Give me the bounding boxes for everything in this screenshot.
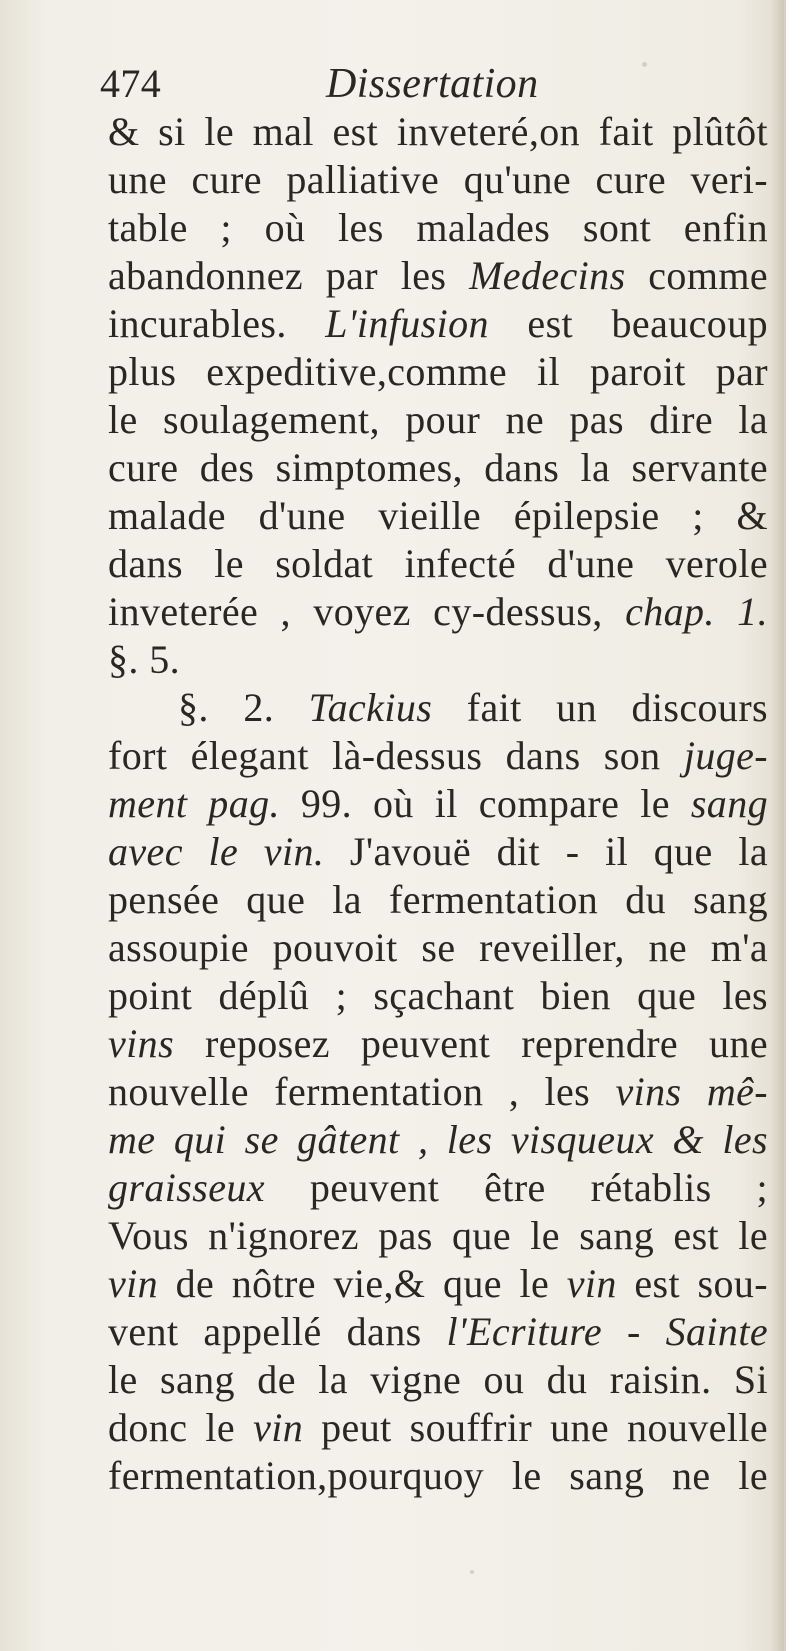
text-line <box>108 876 768 924</box>
text-run: reposez peuvent reprendre une <box>174 1021 768 1066</box>
italic-text-run: vin <box>566 1261 617 1306</box>
text-line <box>108 348 768 396</box>
italic-text-run: vin <box>108 1261 159 1306</box>
text-line <box>108 588 768 636</box>
running-header <box>100 61 768 107</box>
text-line <box>108 1356 768 1404</box>
text-run: de nôtre vie,& que le <box>158 1261 567 1306</box>
text-line <box>108 1308 768 1356</box>
text-run: fort élegant là-dessus dans son <box>108 733 684 778</box>
text-run: pensée que la fermentation du sang <box>108 877 768 922</box>
text-line <box>108 252 768 300</box>
text-run: abandonnez par les <box>108 253 470 298</box>
italic-text-run: avec le vin. <box>108 829 325 874</box>
italic-text-run: ment pag. <box>108 781 280 826</box>
text-line <box>108 1404 768 1452</box>
italic-text-run: l'Ecriture - Sainte <box>446 1309 768 1354</box>
text-run: dans le soldat infecté d'une verole <box>108 541 768 586</box>
text-run: §. 5. <box>108 637 180 682</box>
italic-text-run: vins mê- <box>615 1069 768 1114</box>
italic-text-run: graisseux <box>108 1165 265 1210</box>
page-number: 474 <box>100 61 162 106</box>
text-run: inveterée , voyez cy-dessus, <box>108 589 626 634</box>
text-run: 99. où il compare le <box>279 781 691 826</box>
text-line <box>108 732 768 780</box>
italic-text-run: Tackius <box>308 685 433 730</box>
text-run: fermentation,pourquoy le sang ne le <box>108 1453 768 1498</box>
paper-speck <box>470 1570 474 1574</box>
text-run: assoupie pouvoit se reveiller, ne m'a <box>108 925 768 970</box>
text-run: plus expeditive,comme il paroit par <box>108 349 768 394</box>
text-run: malade d'une vieille épilepsie ; & <box>108 493 768 538</box>
text-run: J'avouë dit - il que la <box>324 829 768 874</box>
text-run: comme <box>625 253 768 298</box>
text-run: vent appellé dans <box>108 1309 447 1354</box>
page-edge-shadow <box>770 0 784 1651</box>
text-run: est beaucoup <box>488 301 768 346</box>
text-line <box>108 492 768 540</box>
text-line <box>108 1260 768 1308</box>
text-line <box>108 444 768 492</box>
text-line <box>108 636 768 684</box>
text-run: fait un discours <box>432 685 769 730</box>
text-line <box>108 204 768 252</box>
page-text <box>100 61 769 1500</box>
italic-text-run: L'infusion <box>325 301 489 346</box>
text-line <box>108 1020 768 1068</box>
text-run: & si le mal est inveteré,on fait plûtôt <box>108 109 768 154</box>
text-run: incurables. <box>108 301 326 346</box>
text-line <box>108 828 768 876</box>
text-line <box>108 780 768 828</box>
text-line <box>108 1068 768 1116</box>
text-run: nouvelle fermentation , les <box>108 1069 616 1114</box>
text-run: une cure palliative qu'une cure veri- <box>108 157 768 202</box>
text-line <box>108 684 768 732</box>
text-line <box>108 396 768 444</box>
running-title: Dissertation <box>326 61 539 107</box>
italic-text-run: chap. 1. <box>625 589 768 634</box>
italic-text-run: Medecins <box>469 253 626 298</box>
italic-text-run: me qui se gâtent , les visqueux & les <box>108 1117 768 1162</box>
text-run: cure des simptomes, dans la servante <box>108 445 768 490</box>
text-run: §. 2. <box>178 685 309 730</box>
text-line <box>108 540 768 588</box>
text-run: est sou- <box>616 1261 768 1306</box>
text-run: le soulagement, pour ne pas dire la <box>108 397 768 442</box>
italic-text-run: vins <box>108 1021 175 1066</box>
text-run: point déplû ; sçachant bien que les <box>108 973 768 1018</box>
text-line <box>108 1116 768 1164</box>
text-run: donc le <box>108 1405 254 1450</box>
text-line <box>108 1164 768 1212</box>
text-line <box>108 924 768 972</box>
text-run: Vous n'ignorez pas que le sang est le <box>108 1213 768 1258</box>
body-text <box>108 108 768 1500</box>
text-line <box>108 1212 768 1260</box>
text-run: peuvent être rétablis ; <box>264 1165 768 1210</box>
text-run: le sang de la vigne ou du raisin. Si <box>108 1357 768 1402</box>
text-run: peut souffrir une nouvelle <box>303 1405 768 1450</box>
italic-text-run: sang <box>690 781 769 826</box>
text-line <box>108 300 768 348</box>
italic-text-run: vin <box>253 1405 304 1450</box>
text-line <box>108 972 768 1020</box>
italic-text-run: juge- <box>683 733 768 778</box>
text-run: table ; où les malades sont enfin <box>108 205 768 250</box>
text-line <box>108 108 768 156</box>
text-line <box>108 1452 768 1500</box>
text-line <box>108 156 768 204</box>
